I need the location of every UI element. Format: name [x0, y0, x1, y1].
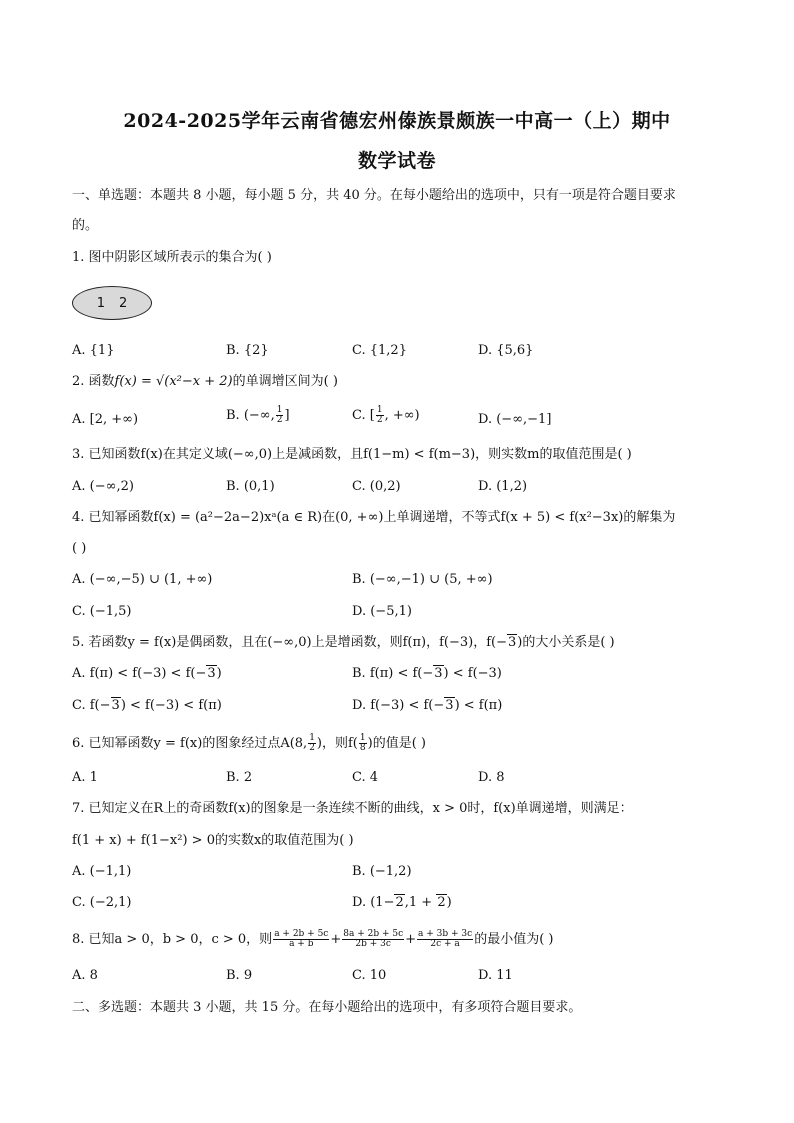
q4-option-a[interactable]: A. (−∞,−5) ∪ (1, +∞) — [72, 572, 213, 587]
q5-stem-pre: 5. 若函数y = f(x)是偶函数，且在(−∞,0)上是增函数，则f(π)，f(−3)，f(− — [72, 635, 507, 650]
venn-element-2: 2 — [119, 295, 128, 311]
q8-stem: 8. 已知a > 0，b > 0，c > 0，则 $\frac{a + 2b + 5c}{a + b}$ + $\frac{8a + 2b + 5c}{2b + 3c}$ + $\frac{a + 3b + 3c}{2c + a}$ 的最小值为( ) — [72, 929, 554, 949]
q2-function: f(x) = √(x²−x + 2) — [114, 374, 233, 389]
q6-option-d[interactable]: D. 8 — [478, 770, 505, 785]
sqrt-3: 3 — [445, 698, 454, 713]
section1-heading-cont: 的。 — [72, 218, 99, 233]
q2-option-d[interactable]: D. (−∞,−1] — [478, 412, 552, 427]
q2-stem-post: 的单调增区间为( ) — [232, 374, 338, 389]
plus-sign: + — [405, 932, 417, 947]
q4-stem-cont: ( ) — [72, 541, 87, 556]
q7-option-c[interactable]: C. (−2,1) — [72, 895, 132, 910]
venn-element-1: 1 — [96, 295, 105, 311]
q2-stem — [72, 374, 338, 390]
q3-option-c[interactable]: C. (0,2) — [352, 479, 401, 494]
q5-option-c[interactable]: C. f(−3) < f(−3) < f(π) — [72, 698, 222, 713]
q3-option-b[interactable]: B. (0,1) — [226, 479, 275, 494]
sqrt-2: 2 — [395, 895, 404, 910]
exam-title: 2024-2025学年云南省德宏州傣族景颇族一中高一（上）期中 — [123, 110, 671, 132]
q2-stem-pre: 2. 函数 — [72, 374, 115, 389]
q7-option-a[interactable]: A. (−1,1) — [72, 864, 132, 879]
venn-ellipse — [72, 286, 152, 320]
q6-option-b[interactable]: B. 2 — [226, 770, 253, 785]
q8-fraction-2: $\frac{8a + 2b + 5c}{2b + 3c}$ — [343, 929, 404, 949]
q5-stem-post: )的大小关系是( ) — [517, 635, 615, 650]
q5-stem — [72, 635, 615, 651]
plus-sign: + — [330, 932, 342, 947]
section2-heading: 二、多选题：本题共 3 小题，共 15 分。在每小题给出的选项中，有多项符合题目要求。 — [72, 1000, 582, 1015]
q1-option-a[interactable]: A. {1} — [72, 343, 115, 358]
q2-b-post: ] — [284, 408, 290, 423]
q7-option-b[interactable]: B. (−1,2) — [352, 864, 412, 879]
q7-option-d[interactable]: D. (1−2,1 + 2) — [352, 895, 452, 910]
q6-option-a[interactable]: A. 1 — [72, 770, 98, 785]
q5-option-d[interactable]: D. f(−3) < f(−3) < f(π) — [352, 698, 503, 713]
section1-heading: 一、单选题：本题共 8 小题，每小题 5 分，共 40 分。在每小题给出的选项中，只有一项是符合题目要求 — [72, 188, 676, 203]
exam-subtitle: 数学试卷 — [357, 150, 436, 172]
sqrt-3: 3 — [434, 666, 443, 681]
q6-fraction-half: $\frac{1}{2}$ — [309, 733, 315, 753]
sqrt-3: 3 — [508, 635, 517, 650]
q8-option-a[interactable]: A. 8 — [72, 968, 98, 983]
q2-option-c[interactable] — [352, 406, 420, 425]
q3-option-d[interactable]: D. (1,2) — [478, 479, 528, 494]
q4-option-b[interactable]: B. (−∞,−1) ∪ (5, +∞) — [352, 572, 493, 587]
q2-option-a[interactable]: A. [2, +∞) — [72, 412, 139, 427]
q4-stem: 4. 已知幂函数f(x) = (a²−2a−2)xᵃ(a ∈ R)在(0, +∞)上单调递增，不等式f(x + 5) < f(x²−3x)的解集为 — [72, 510, 676, 525]
sqrt-3: 3 — [207, 666, 216, 681]
q8-fraction-3: $\frac{a + 3b + 3c}{2c + a}$ — [418, 929, 473, 949]
q6-stem: 6. 已知幂函数y = f(x)的图象经过点A(8, $\frac{1}{2}$ )，则f( $\frac{1}{8}$ )的值是( ) — [72, 733, 426, 753]
q2-b-fraction: $\frac{1}{2}$ — [276, 405, 283, 425]
q3-option-a[interactable]: A. (−∞,2) — [72, 479, 134, 494]
q2-c-pre: C. [ — [352, 408, 375, 423]
q7-stem-cont: f(1 + x) + f(1−x²) > 0的实数x的取值范围为( ) — [72, 833, 354, 848]
q5-option-a[interactable]: A. f(π) < f(−3) < f(−3) — [72, 666, 222, 681]
q6-fraction-eighth: $\frac{1}{8}$ — [359, 733, 366, 753]
q6-option-c[interactable]: C. 4 — [352, 770, 379, 785]
q4-option-d[interactable]: D. (−5,1) — [352, 604, 412, 619]
q2-c-fraction: $\frac{1}{2}$ — [376, 405, 383, 425]
sqrt-3: 3 — [111, 698, 120, 713]
q8-fraction-1: $\frac{a + 2b + 5c}{a + b}$ — [274, 929, 329, 949]
q4-option-c[interactable]: C. (−1,5) — [72, 604, 132, 619]
q2-option-b[interactable] — [226, 406, 290, 425]
q3-stem: 3. 已知函数f(x)在其定义域(−∞,0)上是减函数，且f(1−m) < f(m−3)，则实数m的取值范围是( ) — [72, 447, 632, 462]
q8-option-d[interactable]: D. 11 — [478, 968, 513, 983]
q2-b-pre: B. (−∞, — [226, 408, 275, 423]
q7-stem: 7. 已知定义在R上的奇函数f(x)的图象是一条连续不断的曲线，x > 0时，f(x)单调递增，则满足： — [72, 801, 633, 816]
q1-option-c[interactable]: C. {1,2} — [352, 343, 407, 358]
q8-option-c[interactable]: C. 10 — [352, 968, 387, 983]
q1-option-b[interactable]: B. {2} — [226, 343, 269, 358]
q8-option-b[interactable]: B. 9 — [226, 968, 253, 983]
sqrt-2: 2 — [437, 895, 446, 910]
q1-option-d[interactable]: D. {5,6} — [478, 343, 534, 358]
q5-option-b[interactable]: B. f(π) < f(−3) < f(−3) — [352, 666, 502, 681]
q2-c-post: , +∞) — [384, 408, 420, 423]
q1-stem: 1. 图中阴影区域所表示的集合为( ) — [72, 250, 272, 265]
